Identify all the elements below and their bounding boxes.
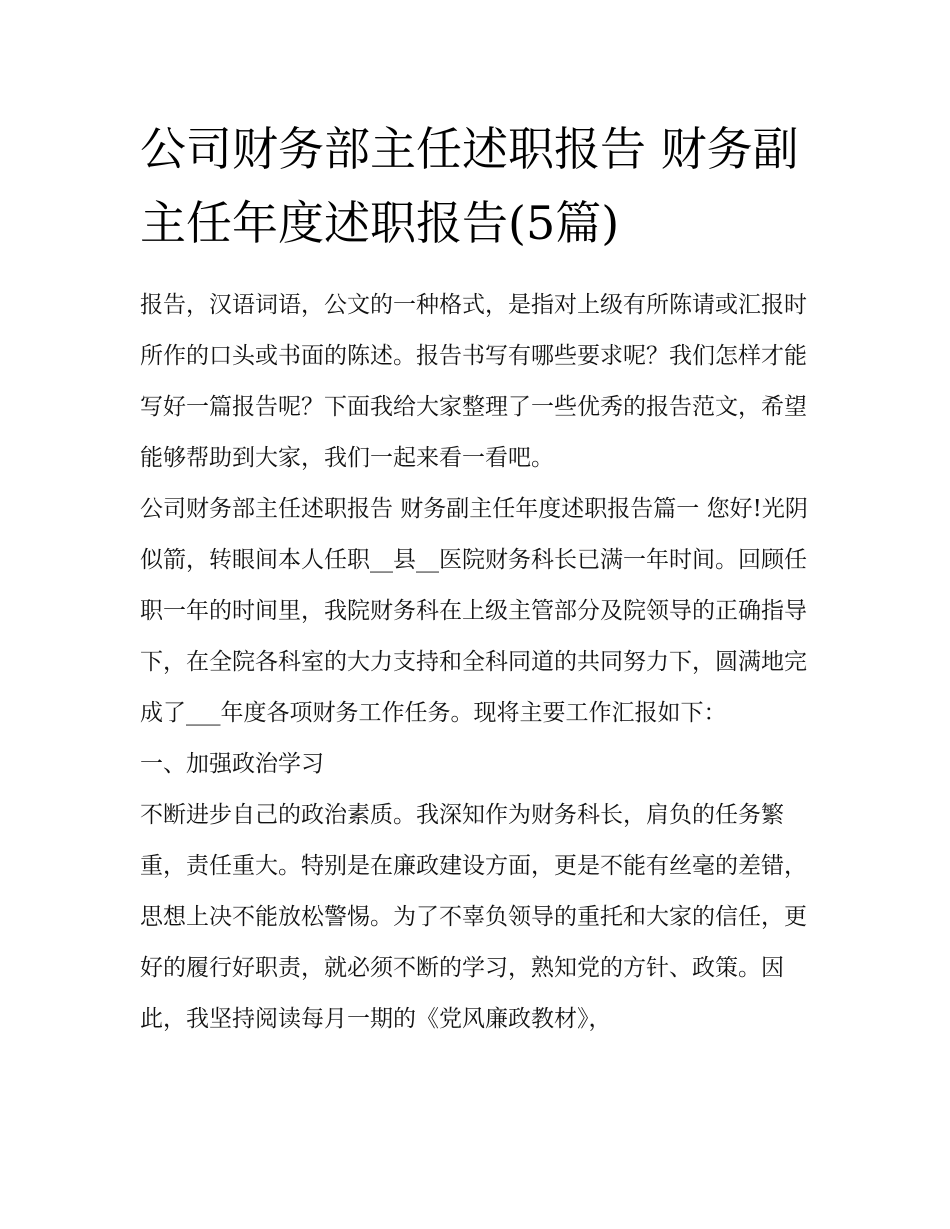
section-paragraph: 不断进步自己的政治素质。我深知作为财务科长，肩负的任务繁重，责任重大。特别是在廉政建设方面，更是不能有丝毫的差错，思想上决不能放松警惕。为了不辜负领导的重托和大家的信任，更好的履行好职责，就必须不断的学习，熟知党的方针、政策。因此，我坚持阅读每月一期的《党风廉政教材》， (140, 802, 807, 1032)
intro-paragraph: 报告，汉语词语，公文的一种格式，是指对上级有所陈请或汇报时所作的口头或书面的陈述。报告书写有哪些要求呢？我们怎样才能写好一篇报告呢？下面我给大家整理了一些优秀的报告范文，希望能够帮助到大家，我们一起来看一看吧。 (140, 292, 807, 471)
section-heading: 一、加强政治学习 (140, 751, 324, 777)
report-opening-paragraph: 公司财务部主任述职报告 财务副主任年度述职报告篇一 您好!光阴似箭，转眼间本人任职__县__医院财务科长已满一年时间。回顾任职一年的时间里，我院财务科在上级主管部分及院领导的正确指导下，在全院各科室的大力支持和全科同道的共同努力下，圆满地完成了___年度各项财务工作任务。现将主要工作汇报如下： (140, 496, 808, 726)
document-title: 公司财务部主任述职报告 财务副主任年度述职报告(5篇) (140, 122, 799, 250)
document-body (140, 280, 820, 1045)
